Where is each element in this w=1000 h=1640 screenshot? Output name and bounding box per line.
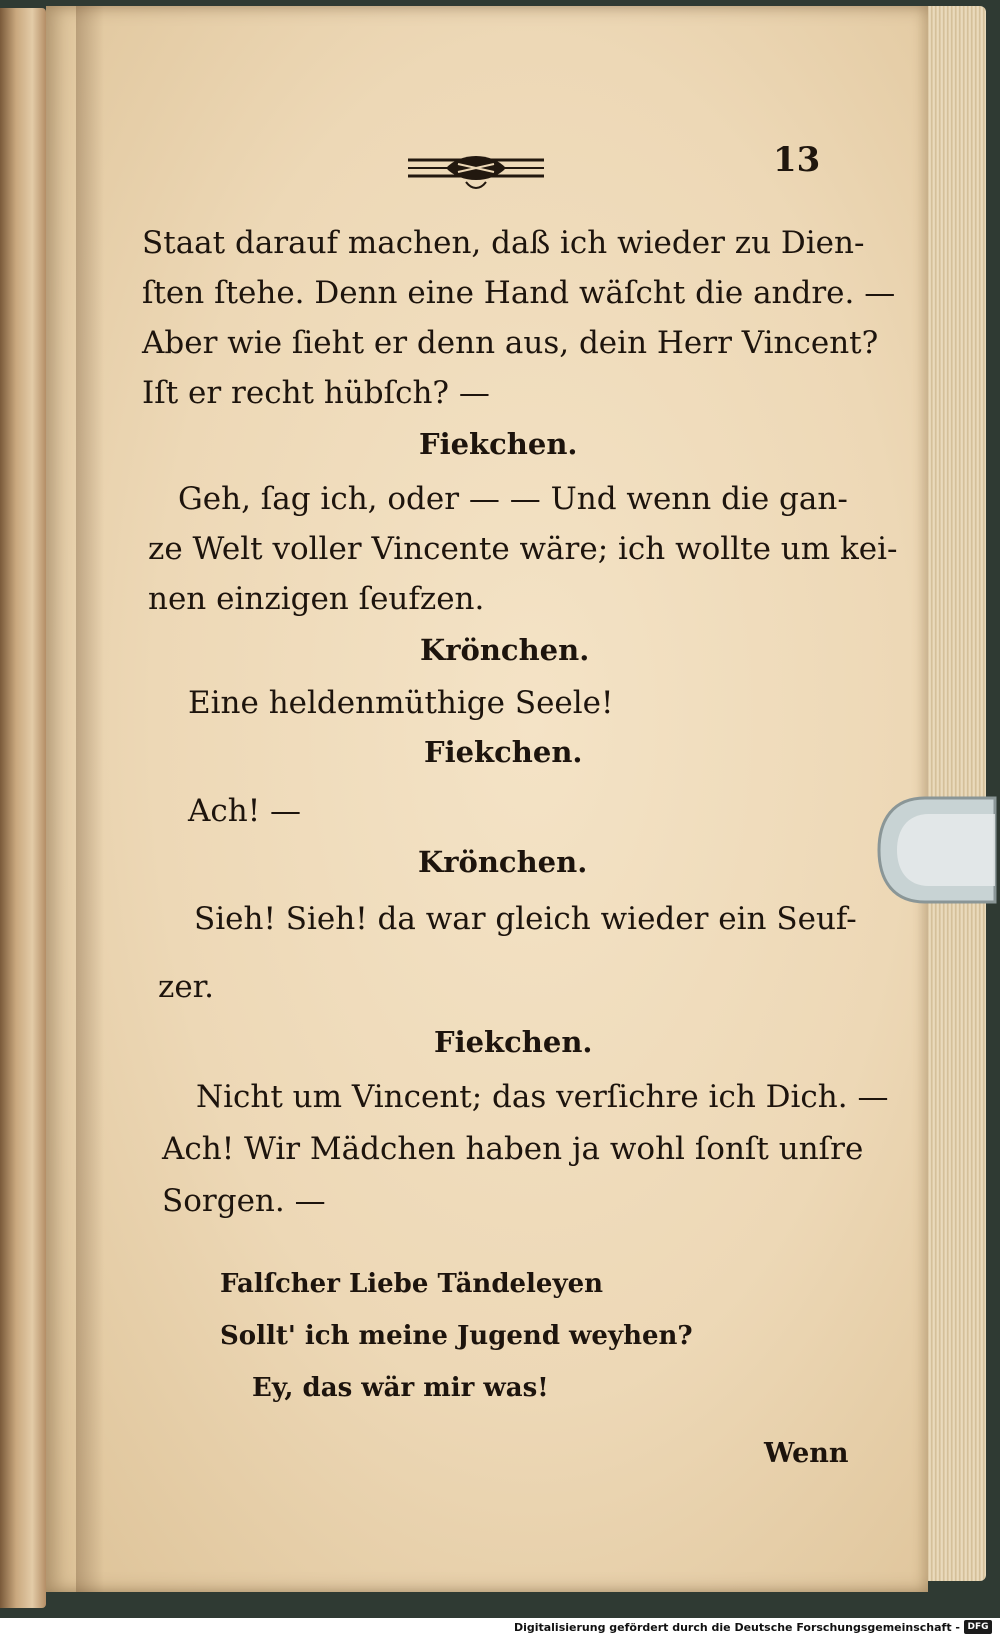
text-line: Sorgen. — xyxy=(162,1183,326,1219)
speaker-name: Krönchen. xyxy=(420,633,590,667)
speaker-name: Krönchen. xyxy=(418,845,588,879)
speaker-name: Fiekchen. xyxy=(419,427,578,461)
footer-credit: Digitalisierung gefördert durch die Deutsche Forschungsgemeinschaft - xyxy=(513,1621,960,1634)
ornament-divider-icon xyxy=(406,146,546,190)
text-line: Sieh! Sieh! da war gleich wieder ein Seuf- xyxy=(194,901,857,937)
book-page xyxy=(46,6,928,1592)
text-line: Ach! Wir Mädchen haben ja wohl ſonſt unſre xyxy=(162,1131,864,1167)
text-line: Ach! — xyxy=(188,793,302,829)
text-line: Aber wie ſieht er denn aus, dein Herr Vincent? xyxy=(142,325,879,361)
page-clip-icon xyxy=(865,790,1000,910)
text-line: ſten ſtehe. Denn eine Hand wäſcht die andre. — xyxy=(142,275,896,311)
text-line: Iſt er recht hübſch? — xyxy=(142,375,490,411)
left-page-edge xyxy=(0,8,46,1608)
verse-line: Sollt' ich meine Jugend weyhen? xyxy=(220,1321,693,1351)
verse-line: Falſcher Liebe Tändeleyen xyxy=(220,1269,604,1299)
text-line: Eine heldenmüthige Seele! xyxy=(188,685,614,721)
text-line: Nicht um Vincent; das verſichre ich Dich. — xyxy=(196,1079,889,1115)
speaker-name: Fiekchen. xyxy=(424,735,583,769)
page-gutter-shadow xyxy=(76,6,104,1592)
text-line: zer. xyxy=(158,969,214,1005)
speaker-name: Fiekchen. xyxy=(434,1025,593,1059)
catchword: Wenn xyxy=(764,1438,849,1469)
dfg-logo: DFG xyxy=(964,1620,992,1634)
text-line: Staat darauf machen, daß ich wieder zu Dien- xyxy=(142,225,865,261)
verse-line: Ey, das wär mir was! xyxy=(252,1373,549,1403)
text-line: Geh, ſag ich, oder — — Und wenn die gan- xyxy=(178,481,848,517)
text-line: nen einzigen ſeufzen. xyxy=(148,581,485,617)
text-line: ze Welt voller Vincente wäre; ich wollte um kei- xyxy=(148,531,898,567)
page-number: 13 xyxy=(773,140,821,180)
